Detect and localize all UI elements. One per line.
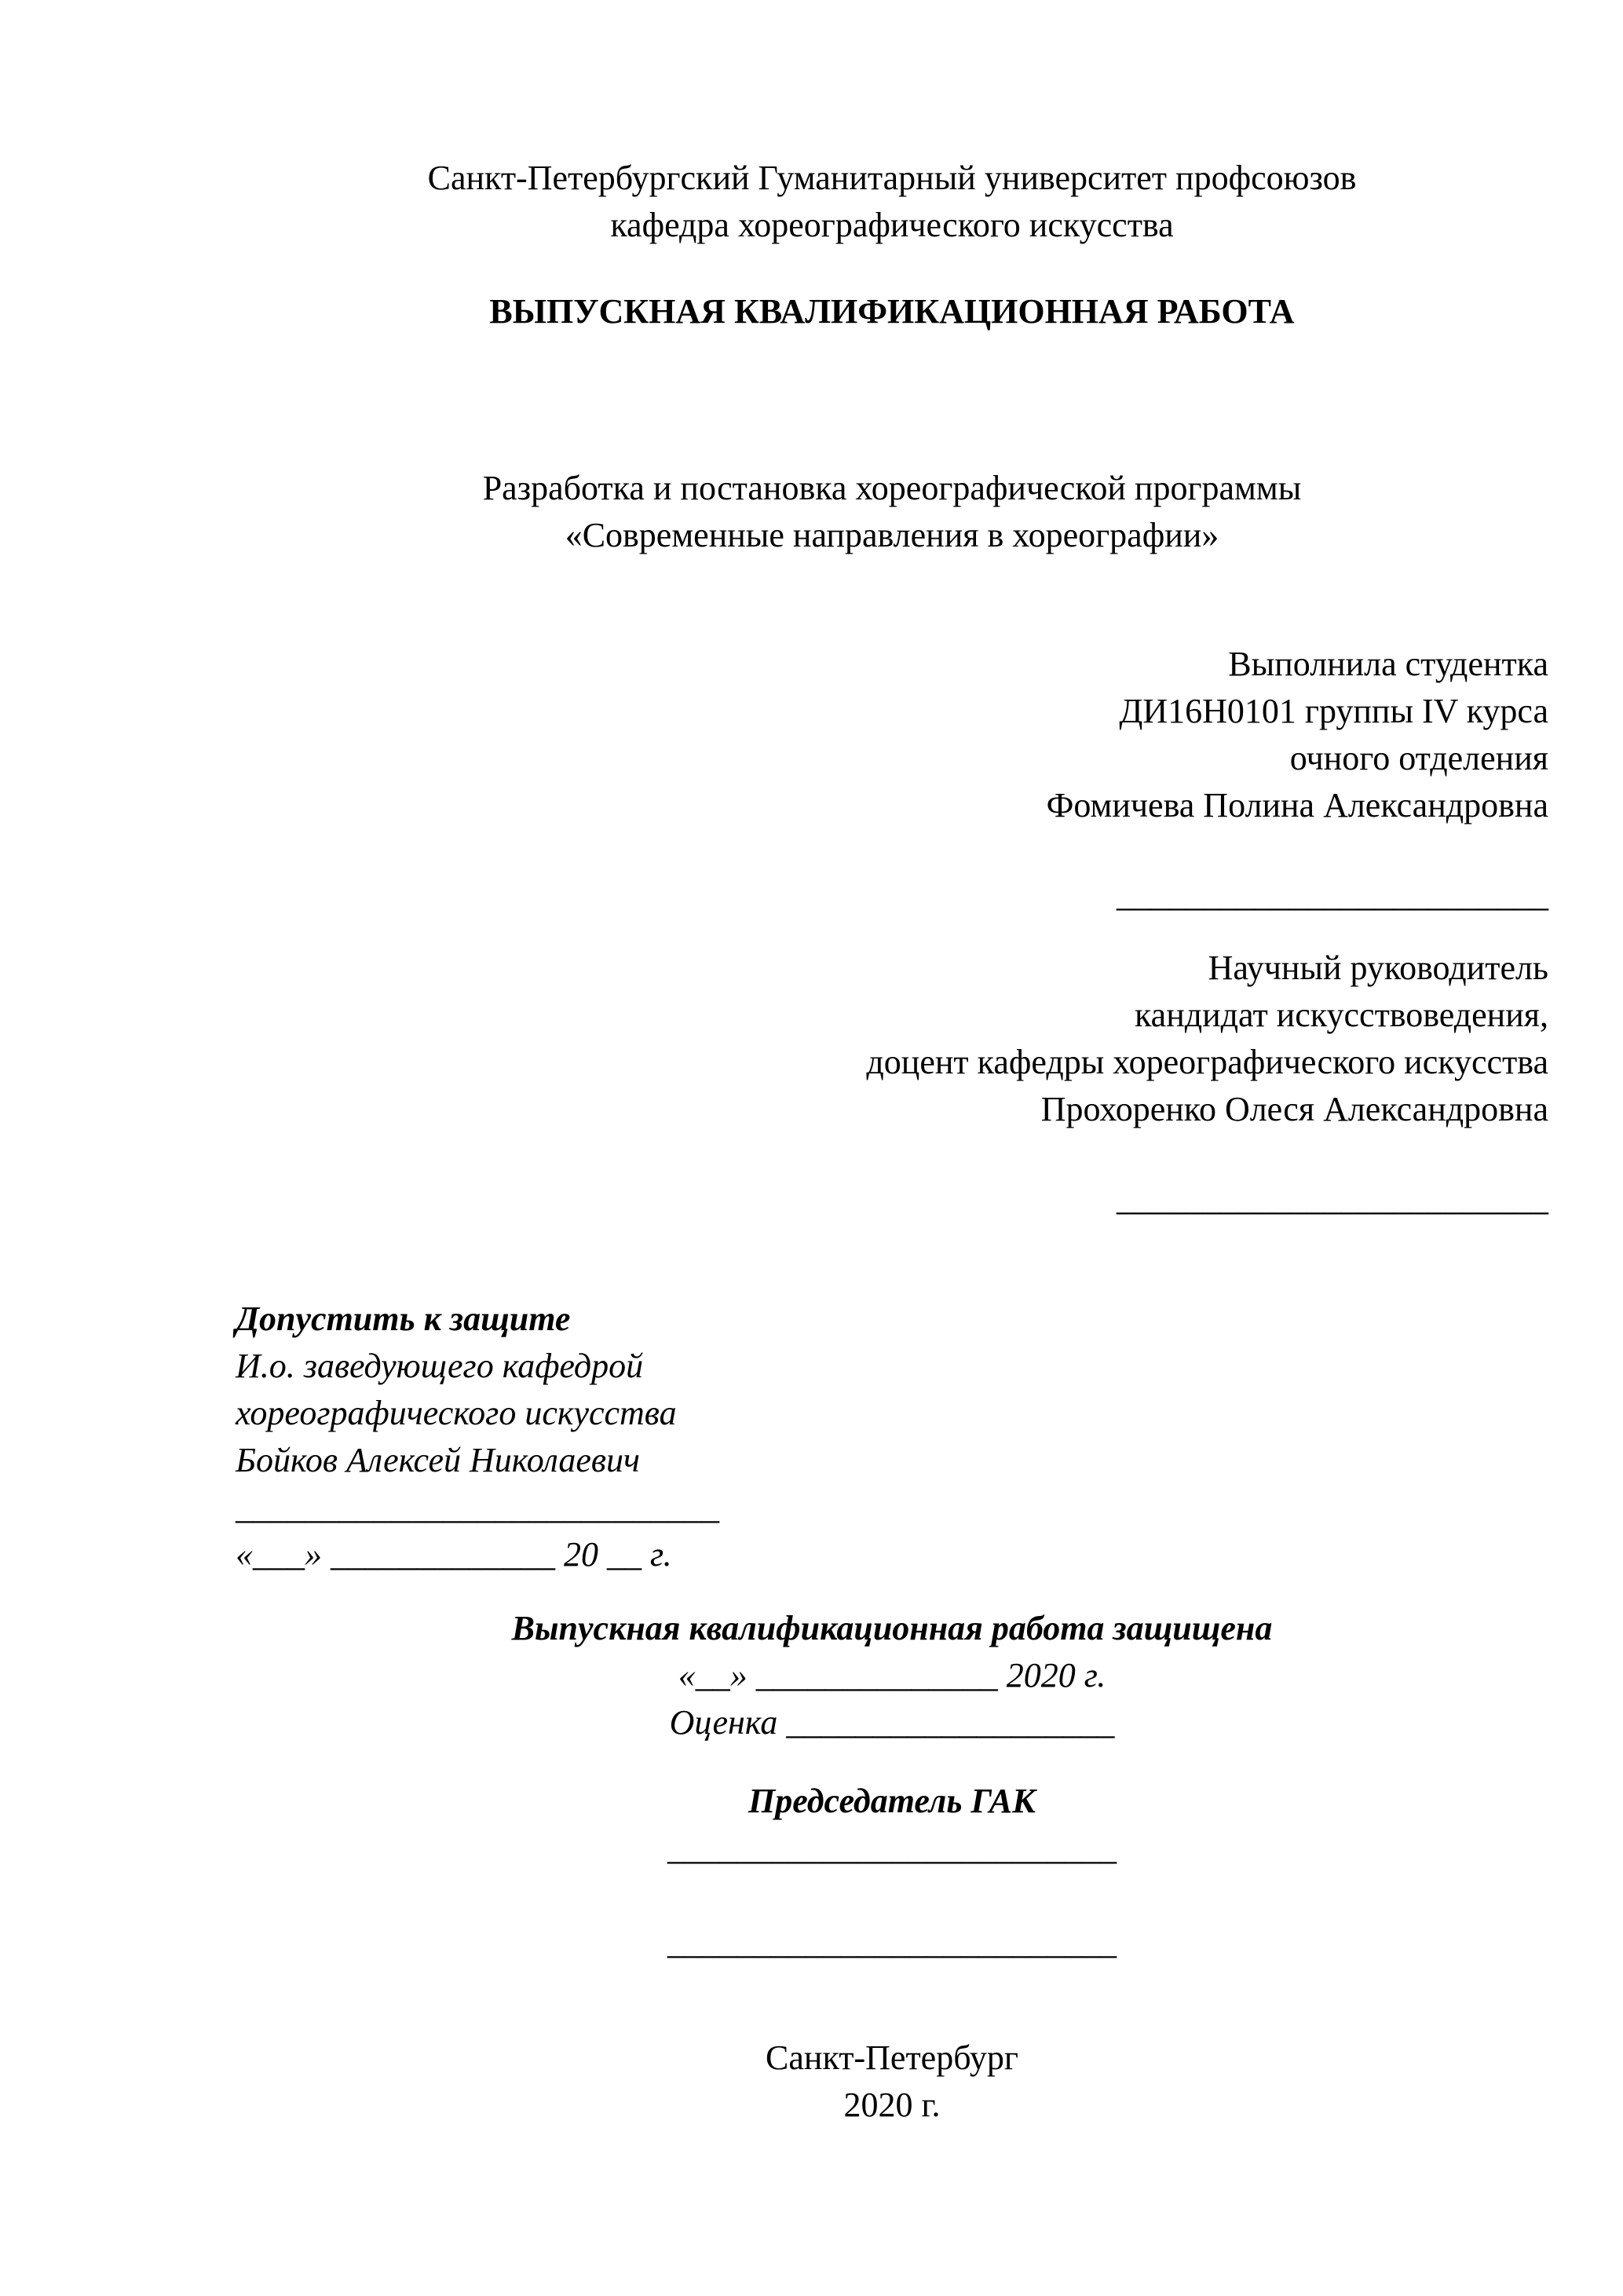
- defense-date-line: «__» ______________ 2020 г.: [678, 1656, 1106, 1695]
- university-header: [236, 155, 1548, 249]
- student-group: ДИ16Н0101 группы IV курса: [1119, 692, 1548, 730]
- advisor-signature-line: _________________________: [1117, 1179, 1548, 1218]
- student-study-form: очного отделения: [1289, 739, 1548, 777]
- university-name: Санкт-Петербургский Гуманитарный университет профсоюзов: [427, 159, 1357, 197]
- student-role: Выполнила студентка: [1228, 645, 1548, 683]
- defense-grade-line: Оценка ___________________: [669, 1703, 1115, 1742]
- advisor-degree: кандидат искусствоведения,: [1134, 996, 1548, 1034]
- advisor-name: Прохоренко Олеся Александровна: [1040, 1090, 1548, 1128]
- footer-block: [236, 2035, 1548, 2129]
- document-type-heading: ВЫПУСКНАЯ КВАЛИФИКАЦИОННАЯ РАБОТА: [489, 292, 1295, 331]
- thesis-title: [236, 465, 1548, 559]
- student-block: [236, 641, 1548, 919]
- advisor-position: доцент кафедры хореографического искусства: [866, 1043, 1548, 1081]
- admission-position-line2: хореографического искусства: [236, 1394, 677, 1432]
- department-name: кафедра хореографического искусства: [610, 206, 1174, 244]
- admission-block: [236, 1296, 1548, 1578]
- student-signature-line: _________________________: [1117, 876, 1548, 914]
- admission-heading: Допустить к защите: [236, 1300, 571, 1338]
- thesis-title-line2: «Современные направления в хореографии»: [565, 516, 1219, 554]
- chairman-heading: Председатель ГАК: [748, 1782, 1036, 1820]
- admission-signature-line: ____________________________: [236, 1488, 719, 1526]
- defense-block: [236, 1605, 1548, 1966]
- thesis-title-line1: Разработка и постановка хореографической программы: [482, 469, 1302, 507]
- footer-year: 2020 г.: [843, 2086, 941, 2124]
- admission-head-name: Бойков Алексей Николаевич: [236, 1441, 640, 1479]
- chairman-signature-line-1: __________________________: [667, 1829, 1117, 1867]
- admission-date-line: «___» _____________ 20 __ г.: [236, 1535, 672, 1574]
- defense-heading: Выпускная квалификационная работа защищена: [511, 1609, 1273, 1647]
- student-name: Фомичева Полина Александровна: [1046, 786, 1548, 824]
- footer-city: Санкт-Петербург: [766, 2038, 1018, 2077]
- chairman-signature-line-2: __________________________: [667, 1923, 1117, 1961]
- advisor-role: Научный руководитель: [1208, 949, 1548, 987]
- admission-position-line1: И.о. заведующего кафедрой: [236, 1347, 644, 1385]
- advisor-block: [236, 945, 1548, 1223]
